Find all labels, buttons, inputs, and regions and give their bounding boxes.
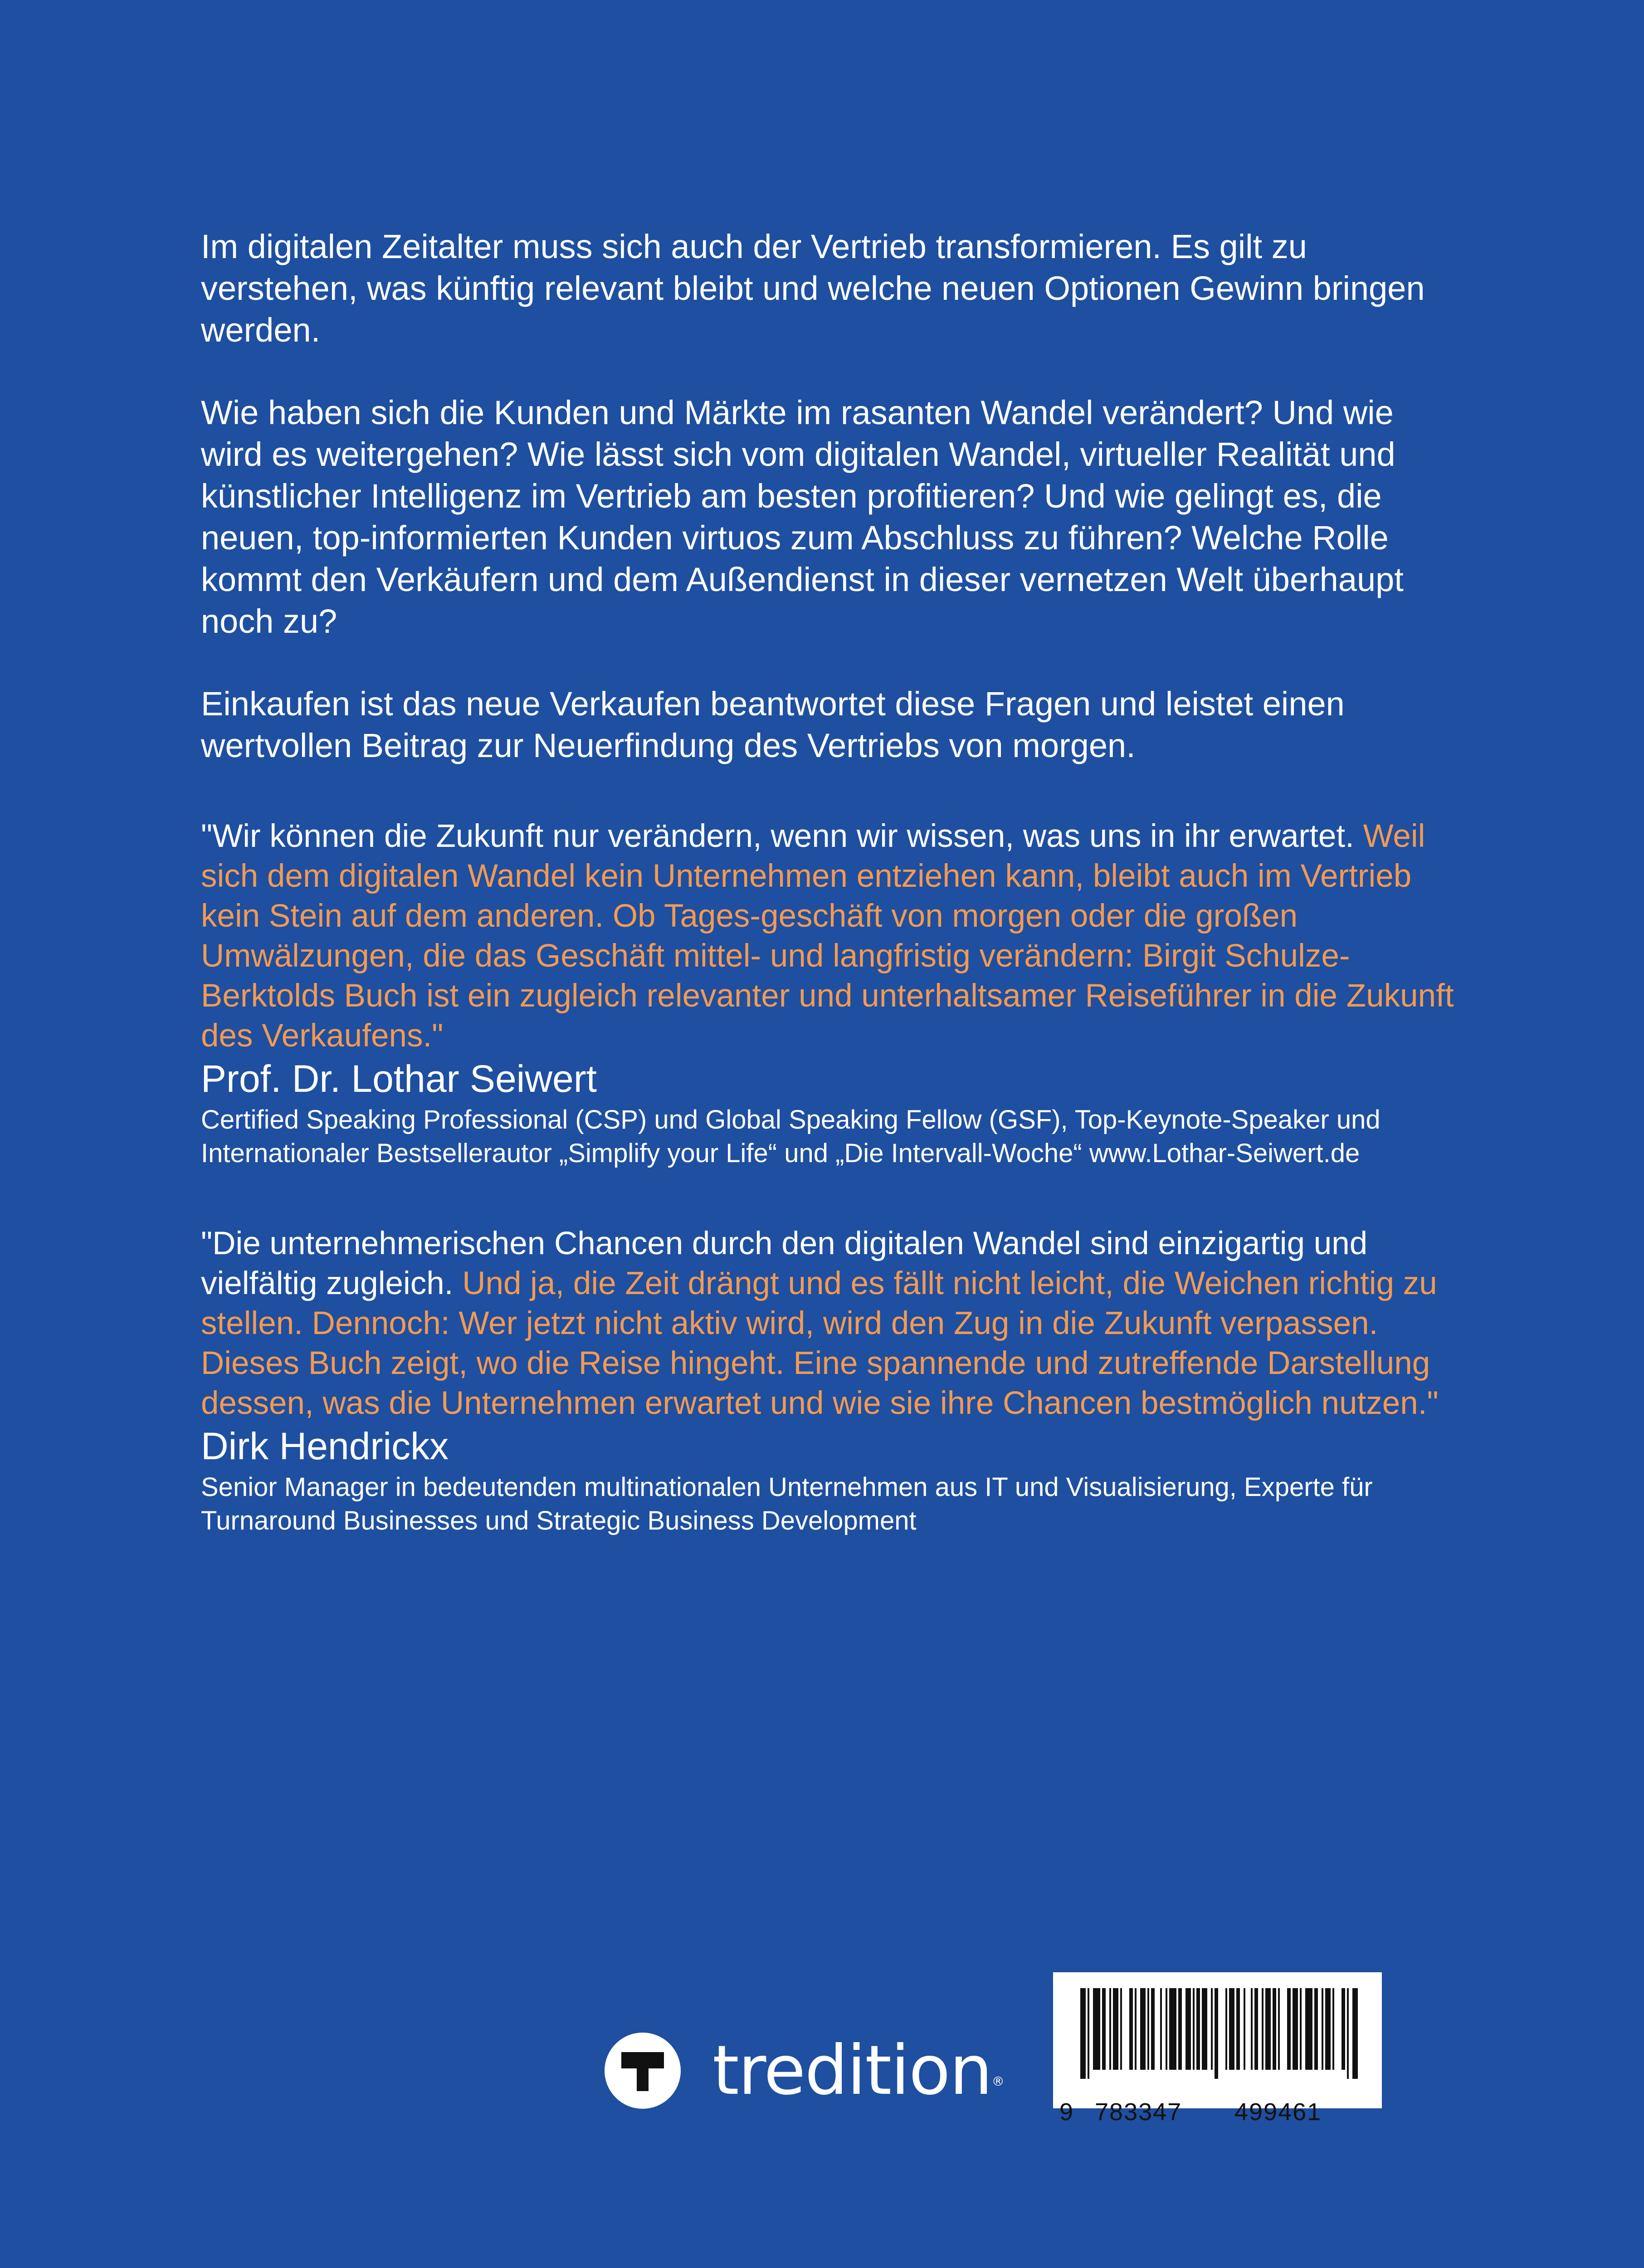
barcode-bar: [1196, 1988, 1200, 2070]
barcode-bar: [1151, 1988, 1155, 2070]
testimonial-author: Prof. Dr. Lothar Seiwert: [201, 1057, 597, 1100]
barcode-digits-right: 499461: [1234, 2098, 1322, 2126]
barcode-bar: [1129, 1988, 1133, 2070]
barcode-bar: [1088, 1988, 1089, 2079]
barcode-bars: [1053, 1972, 1382, 2108]
barcode-bar: [1185, 1988, 1191, 2070]
barcode-bar: [1287, 1988, 1291, 2070]
quote-highlight: Und ja, die Zeit drängt und es fällt nicht leicht, die Weichen richtig zu stellen. Dennoch: Wer jetzt nicht aktiv wird, wird den Zug in die Zukunft verpassen. Dieses Buch zeigt, wo die Reise hingeht. Eine spannende und zutreffende Darstellung dessen, was die Unternehmen erwartet und wie sie ihre Chancen bestmöglich nutzen.": [201, 1266, 1439, 1421]
barcode-bar: [1251, 1988, 1253, 2070]
testimonial-author-bio: Senior Manager in bedeutenden multinationalen Unternehmen aus IT und Visualisierung, Experte für Turnaround Businesses und Strategic Business Development: [201, 1472, 1373, 1535]
quote-lead: "Die unternehmerischen Chancen durch den digitalen Wandel sind einzigartig und vielfältig zugleich.: [201, 1226, 1368, 1301]
quote-lead: "Wir können die Zukunft nur verändern, wenn wir wissen, was uns in ihr erwartet.: [201, 818, 1354, 854]
barcode-bar: [1225, 1988, 1227, 2070]
testimonial-author: Dirk Hendrickx: [201, 1425, 449, 1467]
barcode-bar: [1135, 1988, 1137, 2070]
back-cover-text: [201, 226, 1462, 1538]
barcode-bar: [1147, 1988, 1149, 2070]
barcode-bar: [1352, 1988, 1358, 2079]
barcode-bar: [1236, 1988, 1240, 2070]
barcode-bar: [1113, 1988, 1118, 2070]
isbn-barcode: [1053, 1972, 1382, 2126]
barcode-bar: [1342, 1988, 1345, 2070]
barcode-bar: [1265, 1988, 1271, 2070]
barcode-bar: [1093, 1988, 1100, 2070]
barcode-bar: [1193, 1988, 1195, 2070]
barcode-bar: [1080, 1988, 1086, 2079]
barcode-bar: [1300, 1988, 1302, 2070]
barcode-bar: [1254, 1988, 1258, 2070]
barcode-bar: [1166, 1988, 1167, 2070]
barcode-bar: [1314, 1988, 1318, 2070]
testimonial-seiwert: [201, 816, 1462, 1170]
barcode-bar: [1293, 1988, 1298, 2070]
barcode-bar: [1229, 1988, 1234, 2070]
testimonial-quote: [201, 1224, 1462, 1423]
intro-paragraph-3: Einkaufen ist das neue Verkaufen beantwortet diese Fragen und leistet einen wertvollen Beitrag zur Neuerfindung des Vertriebs von morgen.: [201, 685, 1345, 764]
registered-mark: ®: [991, 2074, 1004, 2089]
barcode-bar: [1120, 1988, 1122, 2070]
quote-highlight: Weil sich dem digitalen Wandel kein Unternehmen entziehen kann, bleibt auch im Vertrieb kein Stein auf dem anderen. Ob Tages-geschäft von morgen oder die großen Umwälzungen, die das Geschäft mittel- und langfristig verändern: Birgit Schulze-Berktolds Buch ist ein zugleich relevanter und unterhaltsamer Reiseführer in die Zukunft des Verkaufens.": [201, 818, 1454, 1054]
barcode-digit-first: 9: [1059, 2098, 1074, 2126]
barcode-bar: [1202, 1988, 1207, 2070]
barcode-bar: [1102, 1988, 1106, 2070]
barcode-bar: [1273, 1988, 1276, 2070]
testimonial-hendrickx: [201, 1224, 1462, 1538]
barcode-bar: [1109, 1988, 1111, 2070]
barcode-bar: [1160, 1988, 1162, 2070]
testimonial-quote: [201, 816, 1462, 1056]
barcode-bar: [1325, 1988, 1331, 2070]
barcode-bar: [1305, 1988, 1312, 2070]
barcode-bar: [1215, 1988, 1218, 2079]
testimonial-author-bio: Certified Speaking Professional (CSP) und Global Speaking Fellow (GSF), Top-Keynote-Speaker und Internationaler Bestsellerautor „Simplify your Life“ und „Die Intervall-Woche“ www.Lothar-Seiwert.de: [201, 1105, 1381, 1168]
intro-paragraph-2: Wie haben sich die Kunden und Märkte im rasanten Wandel verändert? Und wie wird es weitergehen? Wie lässt sich vom digitalen Wandel, virtueller Realität und künstlicher Intelligenz im Vertrieb am besten profitieren? Und wie gelingt es, die neuen, top-informierten Kunden virtuos zum Abschluss zu führen? Welche Rolle kommt den Verkäufern und dem Außendienst in dieser vernetzen Welt überhaupt noch zu?: [201, 394, 1404, 640]
publisher-logo: [605, 2032, 1004, 2109]
barcode-bar: [1178, 1988, 1182, 2070]
intro-paragraph-1: Im digitalen Zeitalter muss sich auch der Vertrieb transformieren. Es gilt zu verstehen, was künftig relevant bleibt und welche neuen Optionen Gewinn bringen werden.: [201, 228, 1425, 349]
barcode-bar: [1244, 1988, 1245, 2070]
tredition-logo-icon: [605, 2033, 681, 2109]
barcode-bar: [1332, 1988, 1334, 2070]
barcode-bar: [1322, 1988, 1323, 2070]
barcode-bar: [1278, 1988, 1280, 2070]
barcode-bar: [1211, 1988, 1213, 2070]
barcode-bar: [1140, 1988, 1146, 2070]
barcode-bar: [1262, 1988, 1263, 2070]
barcode-bar: [1169, 1988, 1176, 2070]
publisher-name: tredition®: [712, 2031, 1004, 2110]
barcode-digits-left: 783347: [1095, 2098, 1182, 2126]
barcode-bar: [1347, 1988, 1349, 2079]
